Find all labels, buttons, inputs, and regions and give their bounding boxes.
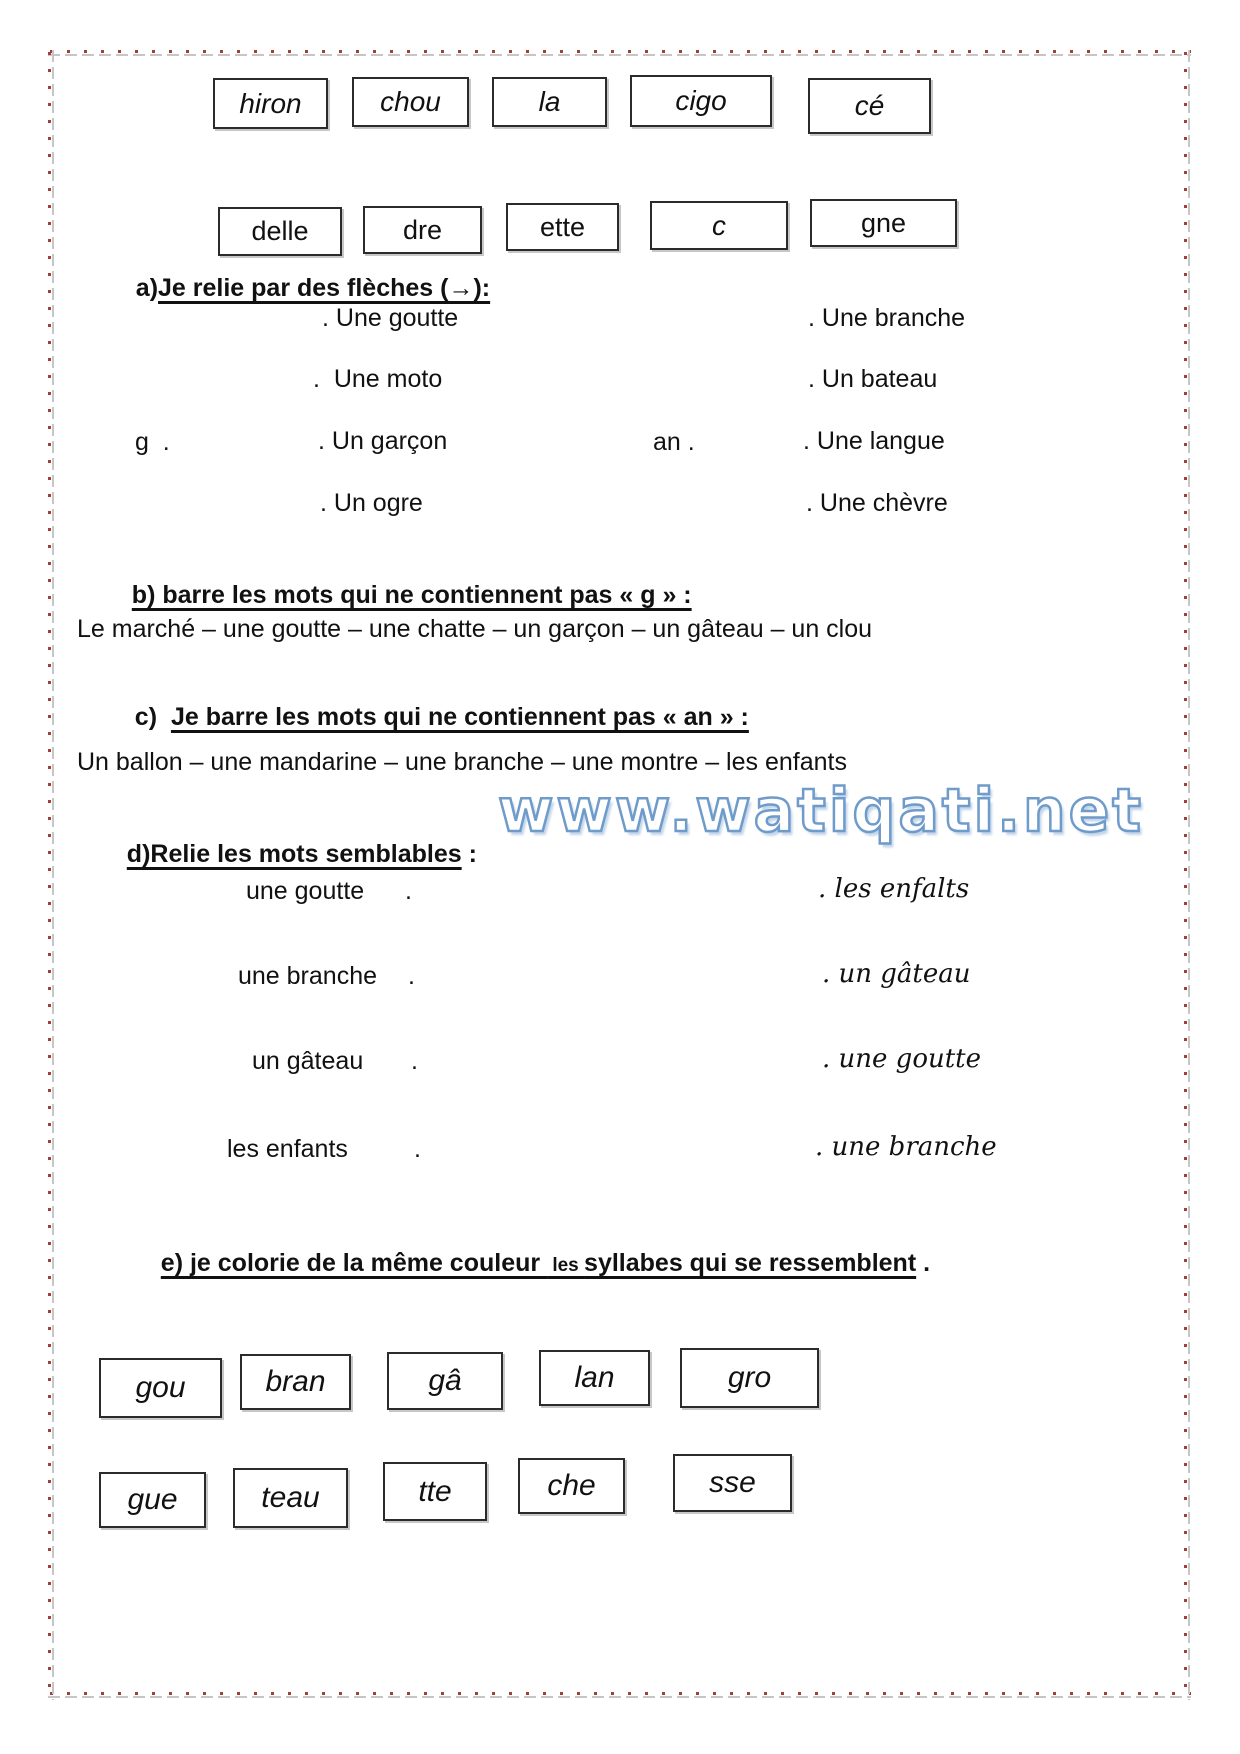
match-a-left-item: . Un ogre — [320, 489, 423, 517]
syllable-box: la — [492, 77, 607, 127]
section-d-title: d)Relie les mots semblables — [126, 840, 462, 868]
match-a-right-item: . Une chèvre — [806, 489, 948, 517]
syllable-box: c — [650, 201, 788, 250]
match-d-left-item: une branche — [238, 962, 378, 990]
section-d-colon: : — [461, 840, 477, 868]
section-c-title: Je barre les mots qui ne contiennent pas « an » : — [170, 703, 749, 731]
match-d-left-item: les enfants — [227, 1135, 348, 1163]
section-c-prefix: c) — [134, 703, 158, 731]
syllable-box: chou — [352, 77, 469, 127]
match-a-left-label: g . — [135, 428, 170, 456]
match-a-left-item: . Une moto — [313, 365, 443, 393]
match-d-left-dot: . — [411, 1047, 418, 1075]
border-left — [48, 50, 56, 1700]
syllable-box: teau — [233, 1468, 348, 1528]
match-d-left-dot: . — [408, 962, 415, 990]
section-e-heading — [133, 1218, 930, 1308]
match-a-right-item: . Un bateau — [808, 365, 938, 393]
match-a-left-item: . Un garçon — [318, 427, 448, 455]
syllable-box: gou — [99, 1358, 222, 1418]
match-a-right-label: an . — [653, 428, 695, 456]
syllable-box: cigo — [630, 75, 772, 127]
syllable-box: cé — [808, 78, 931, 134]
syllable-box: gne — [810, 199, 957, 247]
match-d-right-item: . un gâteau — [822, 959, 971, 989]
section-e-small-word: les — [547, 1255, 585, 1276]
section-e-part2: syllabes qui se ressemblent — [584, 1249, 917, 1277]
section-a-prefix: a) — [135, 274, 159, 302]
match-d-left-item: une goutte — [246, 877, 365, 905]
section-a-title: Je relie par des flèches (→): — [158, 274, 491, 302]
syllable-box: gro — [680, 1348, 819, 1408]
section-c-words: Un ballon – une mandarine – une branche – une montre – les enfants — [77, 748, 847, 776]
watermark: www.watiqati.net — [498, 776, 1144, 846]
match-d-left-dot: . — [405, 877, 412, 905]
syllable-box: delle — [218, 207, 342, 256]
section-b-title: b) barre les mots qui ne contiennent pas « g » : — [131, 581, 692, 609]
syllable-box: lan — [539, 1350, 650, 1406]
syllable-box: bran — [240, 1354, 351, 1410]
border-right — [1184, 50, 1192, 1700]
match-d-right-item: . une branche — [815, 1132, 997, 1162]
syllable-box: ette — [506, 203, 619, 251]
match-d-left-item: un gâteau — [252, 1047, 364, 1075]
syllable-box: tte — [383, 1462, 487, 1521]
syllable-box: dre — [363, 206, 482, 254]
section-e-part1: e) je colorie de la même couleur — [160, 1249, 548, 1277]
match-d-right-item: . une goutte — [822, 1044, 981, 1074]
border-top — [48, 50, 1191, 58]
match-d-left-dot: . — [414, 1135, 421, 1163]
syllable-box: hiron — [213, 78, 328, 129]
match-a-right-item: . Une branche — [808, 304, 966, 332]
syllable-box: gue — [99, 1472, 206, 1528]
syllable-box: che — [518, 1458, 625, 1514]
syllable-box: sse — [673, 1454, 792, 1512]
border-bottom — [48, 1692, 1191, 1700]
section-e-period: . — [916, 1249, 931, 1277]
section-b-words: Le marché – une goutte – une chatte – un garçon – un gâteau – un clou — [77, 615, 873, 643]
syllable-box: gâ — [387, 1352, 503, 1410]
match-a-right-item: . Une langue — [803, 427, 945, 455]
match-a-left-item: . Une goutte — [322, 304, 459, 332]
match-d-right-item: . les enfalts — [818, 874, 970, 904]
